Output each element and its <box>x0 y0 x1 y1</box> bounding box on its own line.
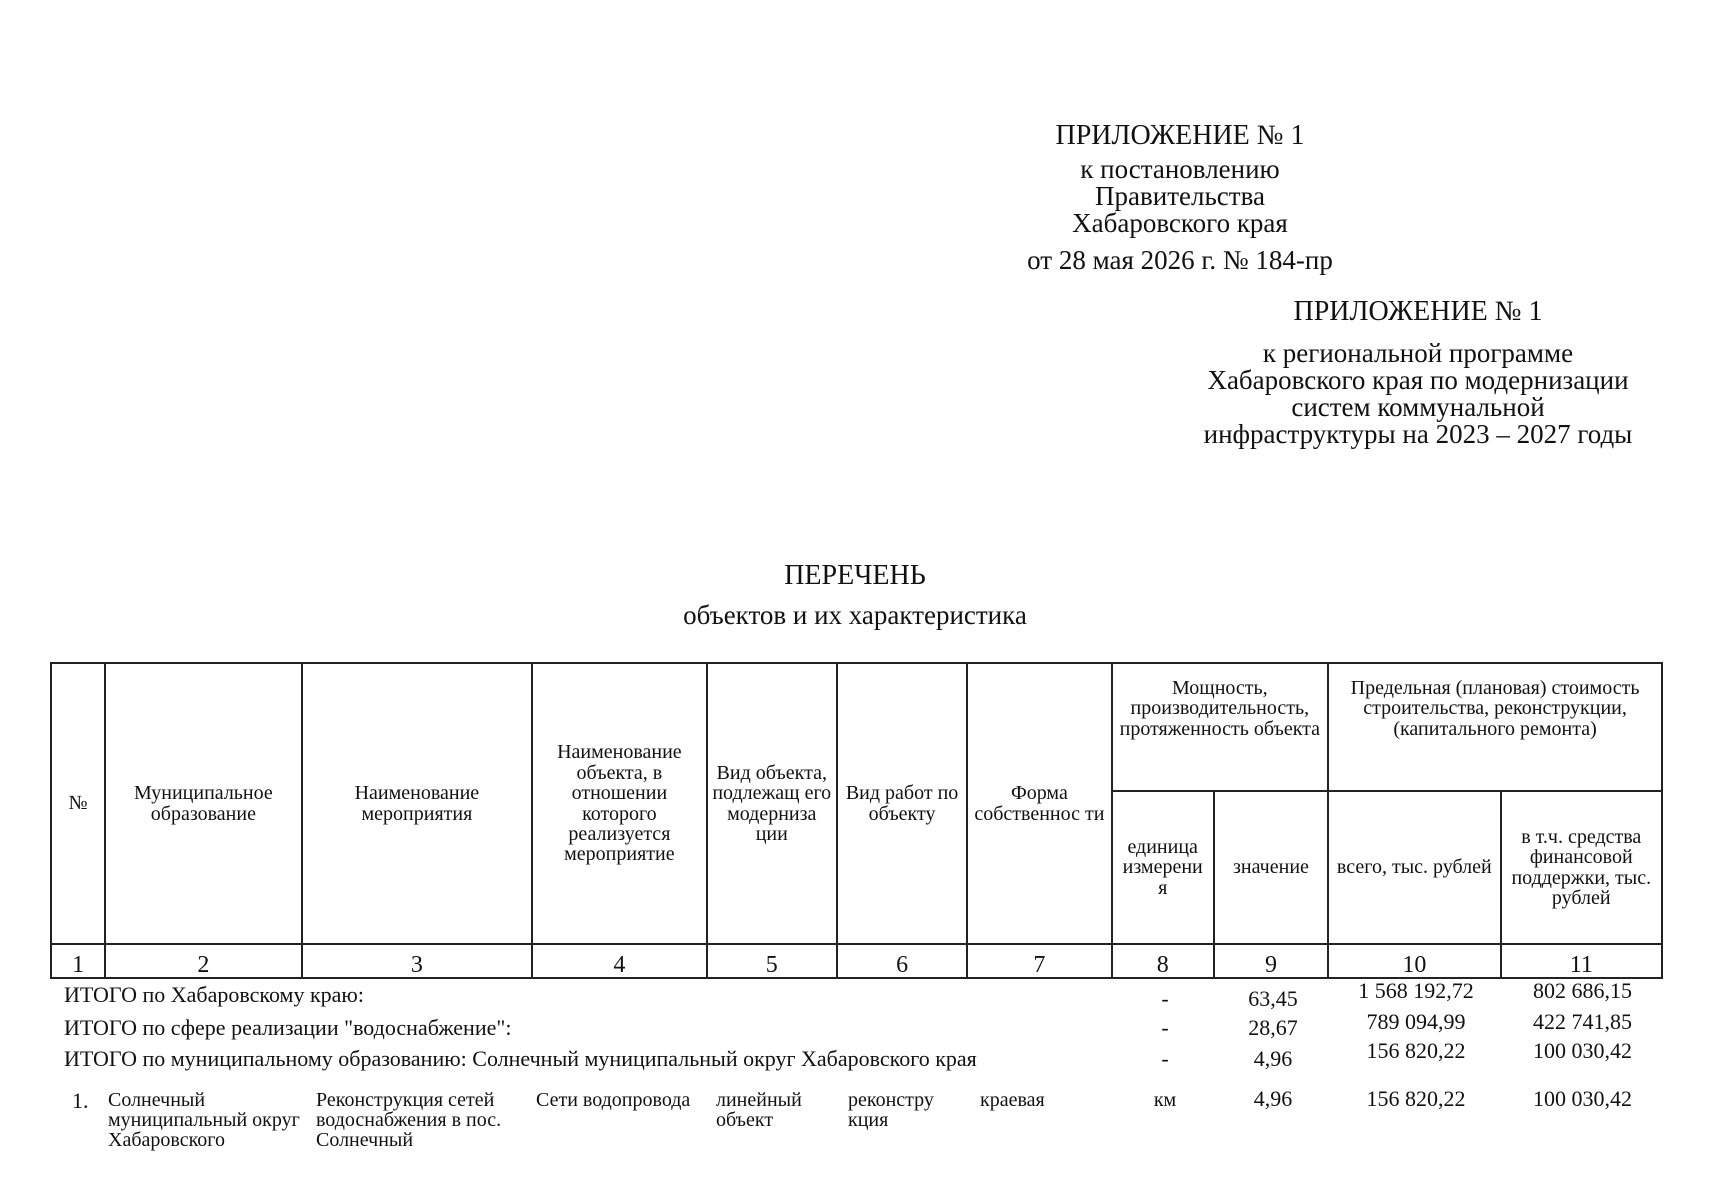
column-number: 3 <box>302 944 533 978</box>
header-num: № <box>51 663 105 944</box>
header-capacity-group: Мощность, производительность, протяженность объекта <box>1112 663 1329 791</box>
appendix-2-line-1: к региональной программе <box>1262 338 1574 368</box>
total-label: ИТОГО по муниципальному образованию: Солнечный муниципальный округ Хабаровского края <box>64 1046 977 1071</box>
total-value: 63,45 <box>1248 986 1298 1011</box>
total-cost: 156 820,22 <box>1366 1038 1466 1063</box>
total-unit: - <box>1161 1015 1169 1040</box>
total-unit: - <box>1161 1046 1169 1071</box>
header-total: всего, тыс. рублей <box>1328 791 1500 944</box>
appendix-2-line-3: систем коммунальной <box>1291 392 1545 422</box>
objects-table-header <box>50 662 1663 979</box>
column-number: 2 <box>105 944 301 978</box>
column-number: 10 <box>1328 944 1500 978</box>
total-support: 422 741,85 <box>1533 1009 1632 1034</box>
appendix-2-line-2: Хабаровского края по модернизации <box>1207 365 1629 395</box>
appendix-1-line-1: к постановлению <box>1080 154 1280 184</box>
header-cost-group: Предельная (плановая) стоимость строительства, реконструкции, (капитального ремонта) <box>1328 663 1662 791</box>
column-number: 11 <box>1501 944 1662 978</box>
total-label: ИТОГО по Хабаровскому краю: <box>64 982 364 1007</box>
header-work-type: Вид работ по объекту <box>837 663 967 944</box>
header-value: значение <box>1214 791 1328 944</box>
appendix-1-line-2: Правительства <box>1095 181 1265 211</box>
total-label: ИТОГО по сфере реализации "водоснабжение": <box>64 1015 512 1040</box>
row-number: 1. <box>72 1088 89 1113</box>
column-number: 7 <box>967 944 1111 978</box>
appendix-2-title: ПРИЛОЖЕНИЕ № 1 <box>1293 296 1543 327</box>
header-unit: единица измерени я <box>1112 791 1214 944</box>
appendix-1-title: ПРИЛОЖЕНИЕ № 1 <box>1055 120 1305 151</box>
header-ownership: Форма собственнос ти <box>967 663 1111 944</box>
document-title <box>0 562 1710 629</box>
row-object-name: Сети водопровода <box>536 1089 691 1111</box>
appendix-1-line-3: Хабаровского края <box>1072 208 1288 238</box>
total-value: 28,67 <box>1248 1015 1298 1040</box>
row-event: Реконструкция сетей водоснабжения в пос. Солнечный <box>316 1089 502 1151</box>
header-support: в т.ч. средства финансовой поддержки, тыс. рублей <box>1501 791 1662 944</box>
column-number: 1 <box>51 944 105 978</box>
total-support: 100 030,42 <box>1533 1038 1632 1063</box>
total-support: 802 686,15 <box>1533 978 1632 1003</box>
row-municipality: Солнечный муниципальный округ Хабаровского <box>108 1089 300 1151</box>
column-number: 6 <box>837 944 967 978</box>
appendix-1-date: от 28 мая 2026 г. № 184-пр <box>1027 245 1333 275</box>
header-municipality: Муниципальное образование <box>105 663 301 944</box>
column-number: 9 <box>1214 944 1328 978</box>
row-total: 156 820,22 <box>1366 1086 1466 1111</box>
document-title-main: ПЕРЕЧЕНЬ <box>784 560 926 591</box>
header-object-type: Вид объекта, подлежащ его модерниза ции <box>707 663 837 944</box>
row-support: 100 030,42 <box>1533 1086 1632 1111</box>
row-ownership: краевая <box>980 1089 1045 1111</box>
row-work-type: реконстру кция <box>848 1089 934 1131</box>
header-object-name: Наименование объекта, в отношении которого реализуется мероприятие <box>532 663 706 944</box>
total-row-municipality <box>0 1038 1710 1076</box>
header-event: Наименование мероприятия <box>302 663 533 944</box>
appendix-1-header <box>850 122 1510 274</box>
column-number-row <box>51 944 1662 978</box>
column-number: 4 <box>532 944 706 978</box>
total-cost: 1 568 192,72 <box>1358 978 1474 1003</box>
total-value: 4,96 <box>1253 1046 1293 1071</box>
column-number: 5 <box>707 944 837 978</box>
appendix-2-line-4: инфраструктуры на 2023 – 2027 годы <box>1203 419 1633 449</box>
row-unit: км <box>1153 1089 1177 1111</box>
total-cost: 789 094,99 <box>1366 1009 1466 1034</box>
total-row-region <box>0 978 1710 1012</box>
appendix-2-header <box>1088 298 1710 448</box>
row-value: 4,96 <box>1253 1086 1293 1111</box>
row-object-type: линейный объект <box>716 1089 802 1131</box>
column-number: 8 <box>1112 944 1214 978</box>
total-unit: - <box>1161 986 1169 1011</box>
document-title-sub: объектов и их характеристика <box>683 600 1027 630</box>
